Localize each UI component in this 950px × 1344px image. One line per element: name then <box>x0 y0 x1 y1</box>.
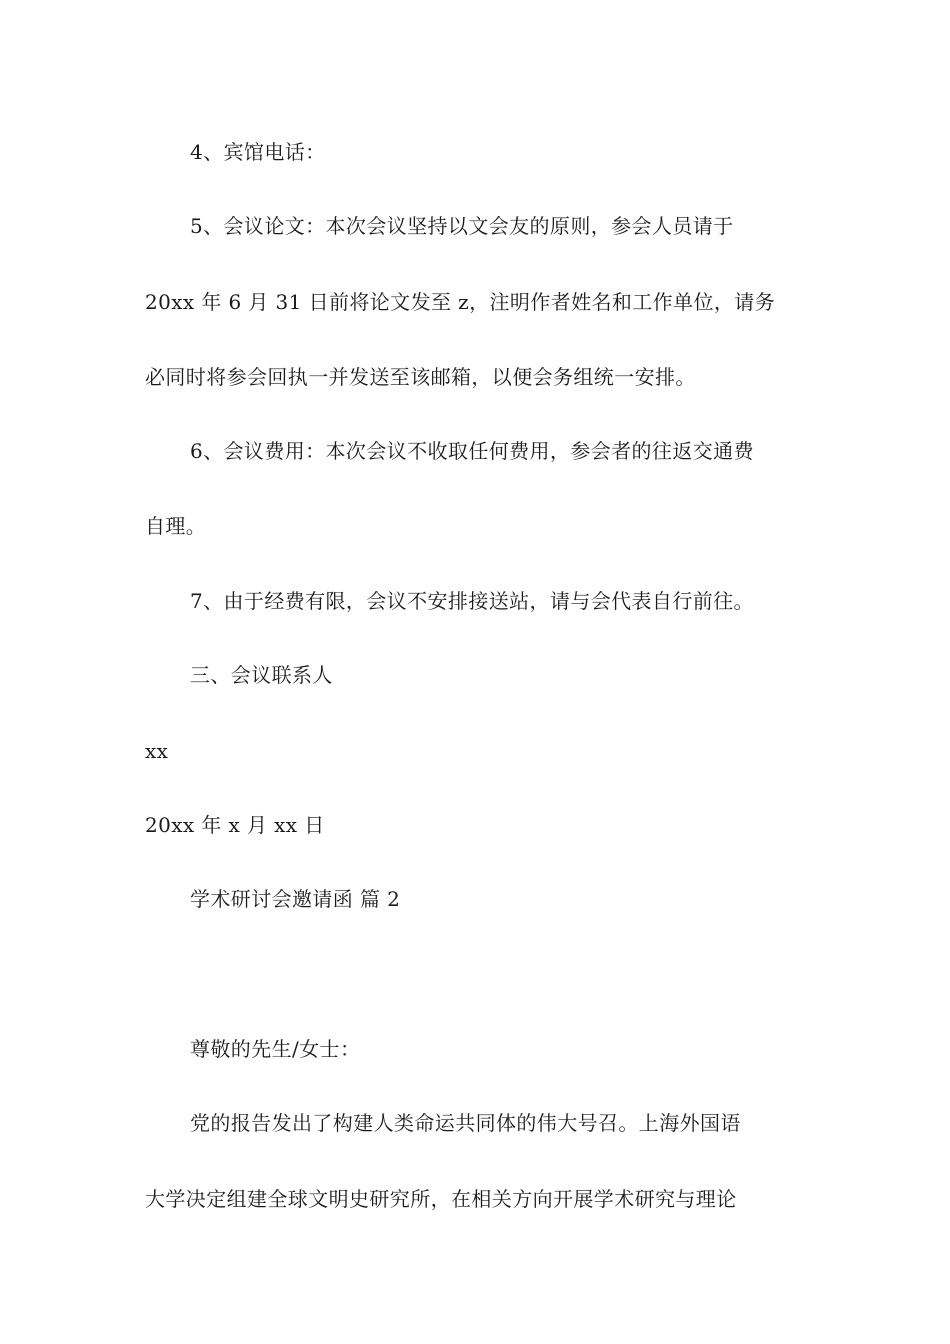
date-line: 20xx 年 x 月 xx 日 <box>145 813 325 837</box>
item-7-transport: 7、由于经费有限，会议不安排接送站，请与会代表自行前往。 <box>190 589 754 613</box>
invitation-title-2: 学术研讨会邀请函 篇 2 <box>190 887 401 911</box>
item-5-papers-cont-1: 20xx 年 6 月 31 日前将论文发至 z，注明作者姓名和工作单位，请务 <box>145 290 776 314</box>
body-paragraph-1-cont: 大学决定组建全球文明史研究所，在相关方向开展学术研究与理论 <box>145 1187 737 1211</box>
item-6-fees: 6、会议费用：本次会议不收取任何费用，参会者的往返交通费 <box>190 439 754 463</box>
section-3-contact-heading: 三、会议联系人 <box>190 663 333 687</box>
contact-name: xx <box>145 739 169 763</box>
item-4-hotel-phone: 4、宾馆电话： <box>190 140 326 164</box>
item-5-papers: 5、会议论文：本次会议坚持以文会友的原则，参会人员请于 <box>190 214 734 238</box>
salutation: 尊敬的先生/女士： <box>190 1037 361 1061</box>
item-6-fees-cont: 自理。 <box>145 514 207 538</box>
body-paragraph-1: 党的报告发出了构建人类命运共同体的伟大号召。上海外国语 <box>190 1111 741 1135</box>
item-5-papers-cont-2: 必同时将参会回执一并发送至该邮箱，以便会务组统一安排。 <box>145 365 696 389</box>
